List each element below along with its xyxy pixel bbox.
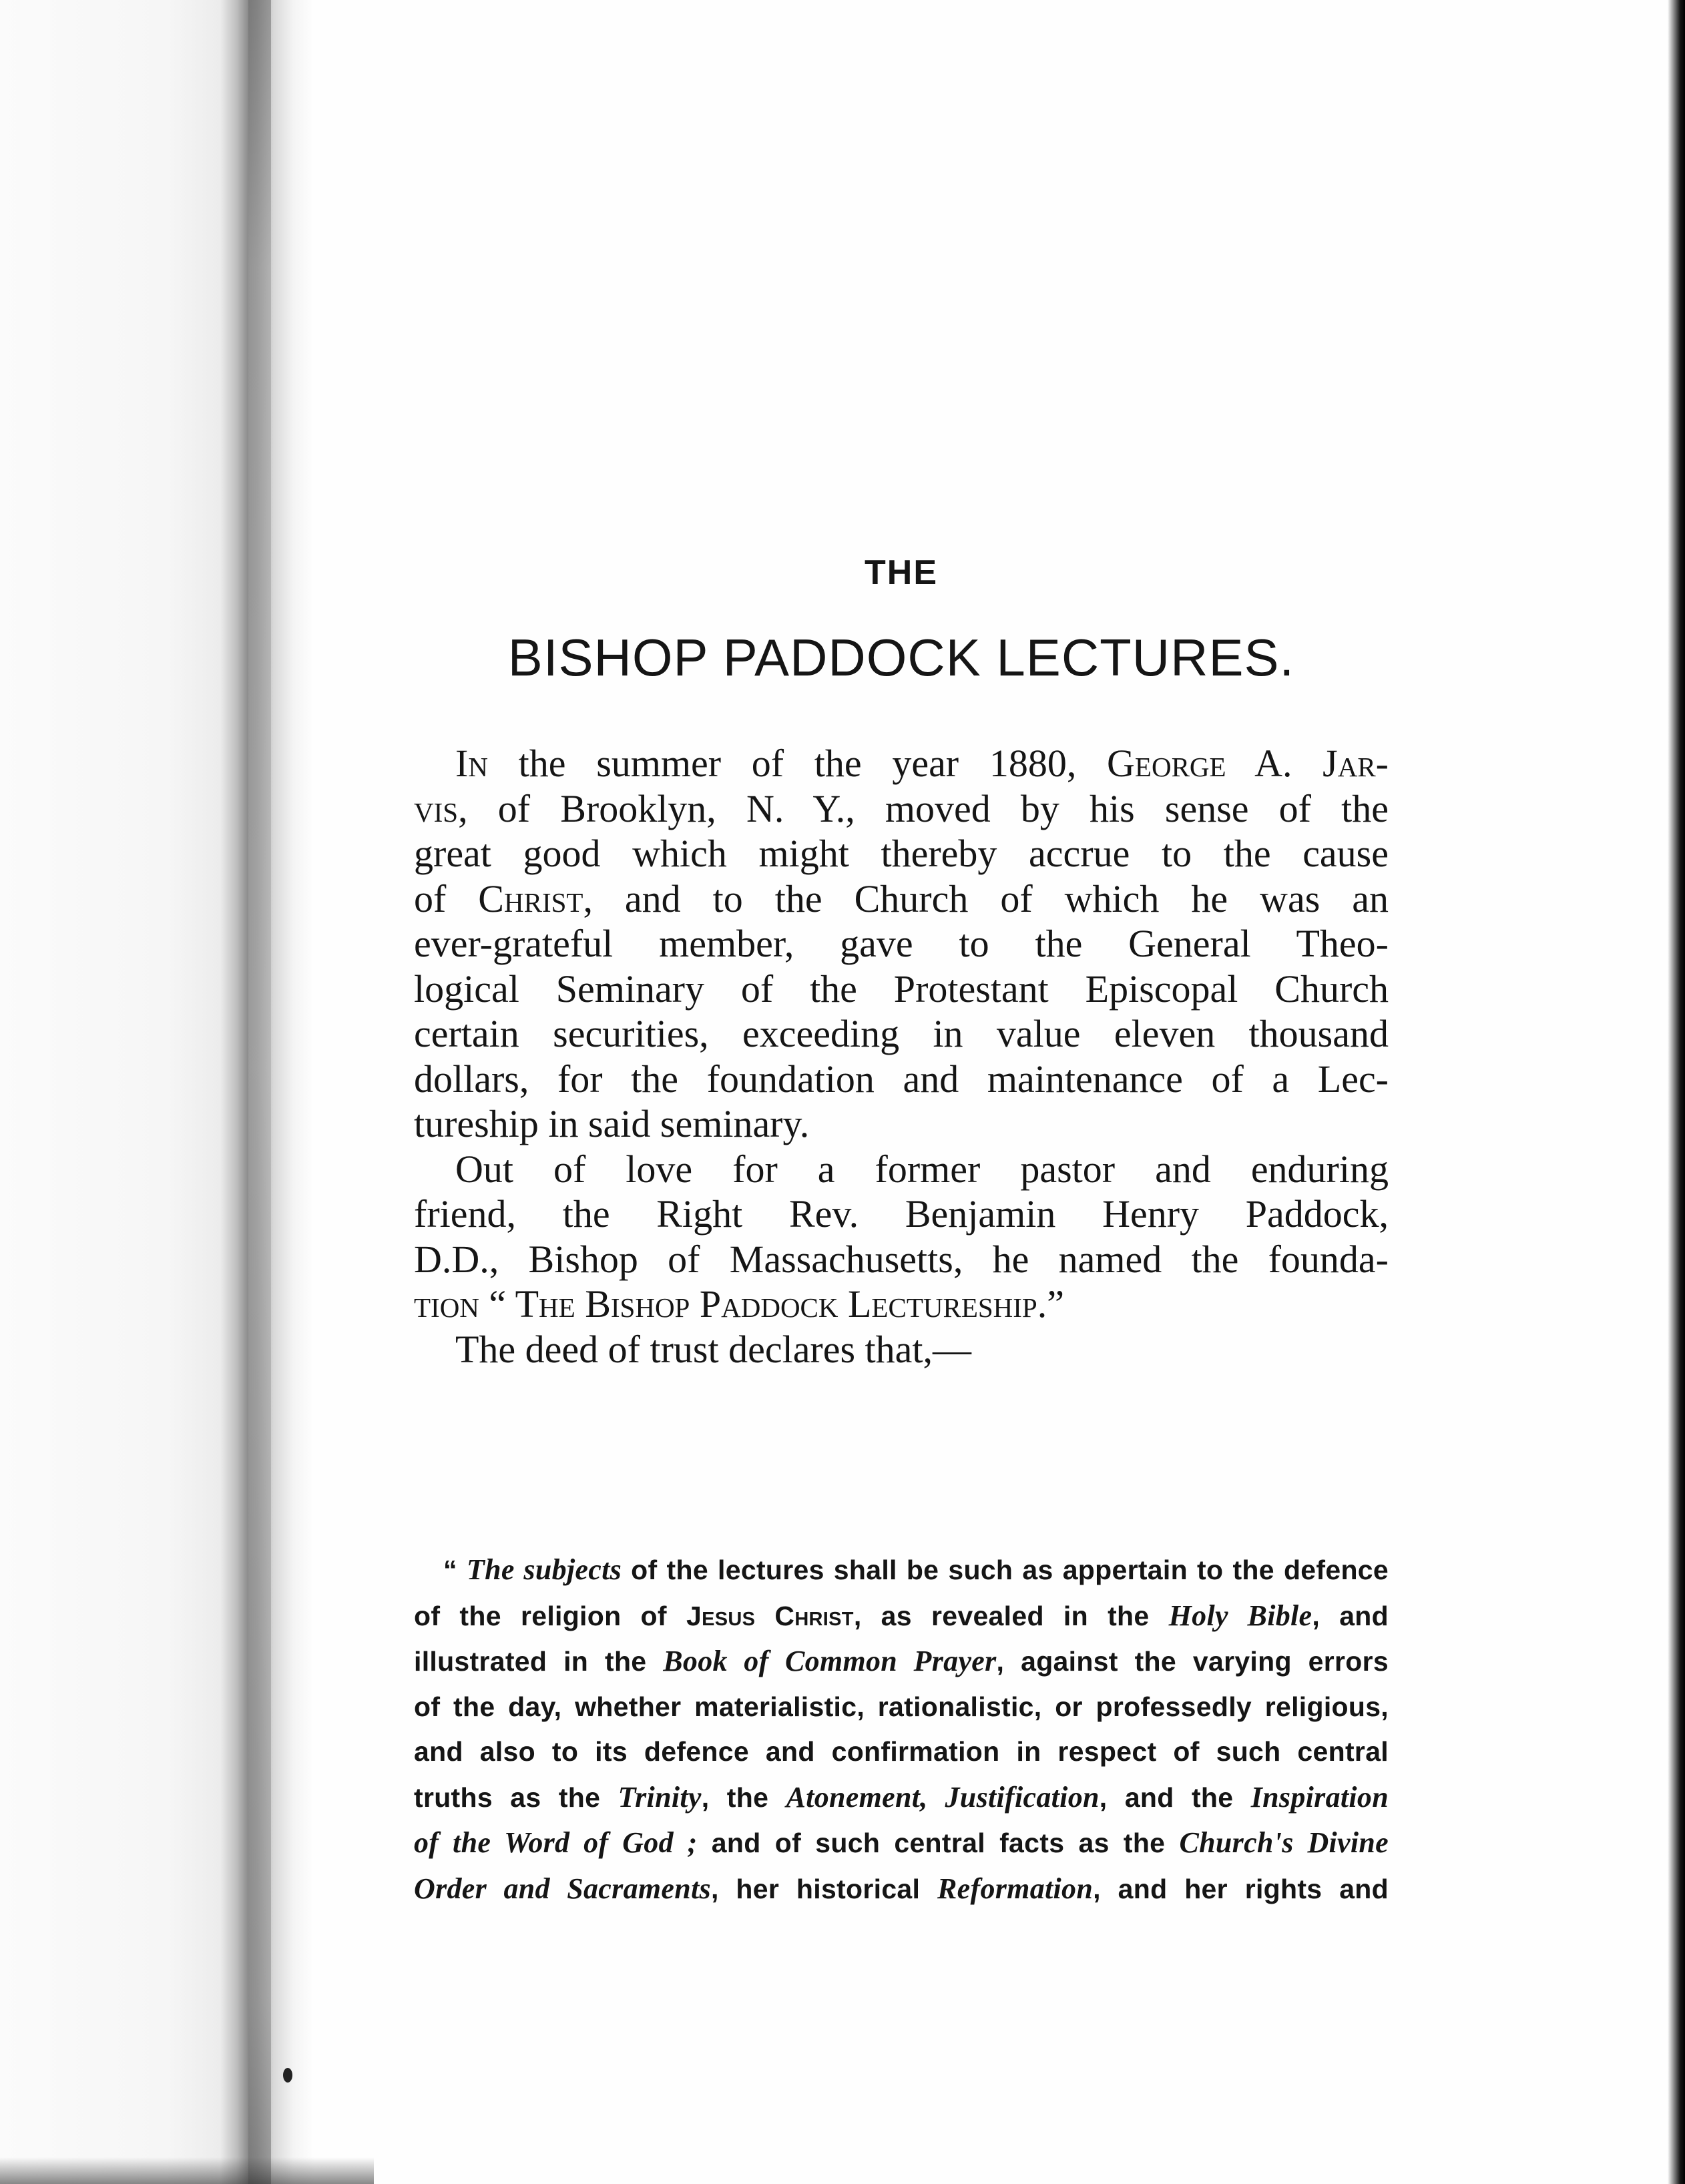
quote-line: illustrated in the Book of Common Prayer, against the varying errors [414,1645,1389,1677]
text-line: tureship in said seminary. [414,1102,810,1145]
quote-line: “ The subjects of the lectures shall be such as appertain to the defence [443,1553,1389,1586]
page-title: BISHOP PADDOCK LECTURES. [507,628,1295,687]
quote-line: truths as the Trinity, the Atonement, Justification, and the Inspiration [414,1780,1389,1814]
quote-line: of the day, whether materialistic, rationalistic, or professedly religious, [414,1691,1389,1722]
text-line: vis, of Brooklyn, N. Y., moved by his sense of the [414,786,1389,830]
text-line: logical Seminary of the Protestant Episcopal Church [414,967,1389,1011]
heading-the: THE [865,553,938,592]
text-line: of Christ, and to the Church of which he was an [414,876,1389,920]
quote-line: and also to its defence and confirmation in respect of such central [414,1736,1389,1767]
paragraph-deed [414,1327,1389,1372]
text-line: tion “ The Bishop Paddock Lectureship.” [414,1282,1064,1326]
page-right-edge [1668,0,1685,2184]
quote-line: Order and Sacraments, her historical Reformation, and her rights and [414,1872,1389,1905]
text-line: ever-grateful member, gave to the General Theo- [414,922,1389,965]
text-line: Out of love for a former pastor and enduring [455,1147,1389,1191]
text-line: dollars, for the foundation and maintenance of a Lec- [414,1057,1389,1101]
text-line: friend, the Right Rev. Benjamin Henry Paddock, [414,1192,1389,1236]
page-bottom-edge [0,2157,374,2184]
quote-line: of the religion of Jesus Christ, as revealed in the Holy Bible, and [414,1599,1389,1632]
text-line: In the summer of the year 1880, George A. Jar- [455,742,1389,785]
paragraph-dedication [414,1147,1389,1327]
page-gutter-shadow [248,0,271,2184]
body-text [414,741,1389,1372]
text-line: certain securities, exceeding in value eleven thousand [414,1012,1389,1055]
ink-speck [283,2068,292,2083]
paragraph-foundation [414,741,1389,1147]
text-line: The deed of trust declares that,— [455,1327,972,1371]
deed-quotation [414,1547,1389,1912]
quote-line: of the Word of God ; and of such central facts as the Church's Divine [414,1826,1389,1859]
text-line: D.D., Bishop of Massachusetts, he named the founda- [414,1237,1389,1281]
text-line: great good which might thereby accrue to the cause [414,832,1389,875]
